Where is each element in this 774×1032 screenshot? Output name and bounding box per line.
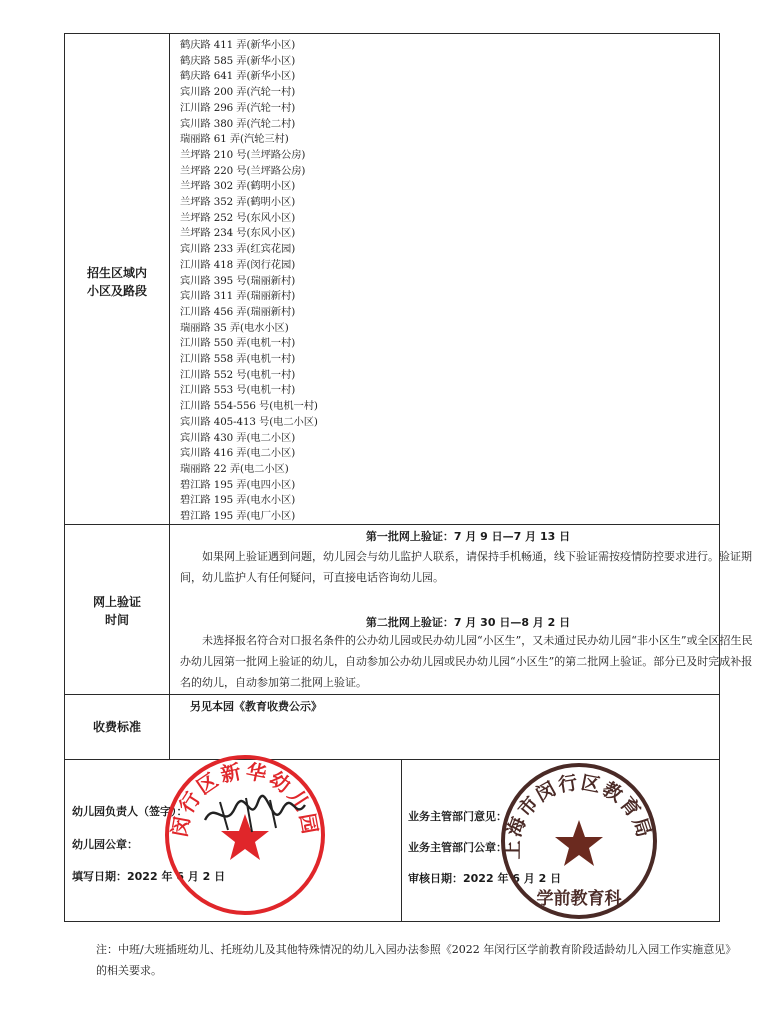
kindergarten-stamp-text: 闵行区新华幼儿园 [167,758,323,839]
address-item: 宾川路 311 弄(瑞丽新村) [180,290,296,303]
address-item: 江川路 558 弄(电机一村) [180,353,296,366]
batch1-text: 如果网上验证遇到问题，幼儿园会与幼儿监护人联系，请保持手机畅通，线下验证需按疫情防控要求进行。验证期间，幼儿监护人有任何疑问，可直接电话咨询幼儿园。 [180,550,752,584]
enrollment-label-line1: 招生区域内 [86,266,147,280]
table-border-left [64,33,65,922]
address-item: 兰坪路 352 弄(鹤明小区) [180,196,296,209]
principal-signature-label: 幼儿园负责人（签字）： [72,805,188,818]
handwritten-signature [200,790,310,840]
address-item: 宾川路 416 弄(电二小区) [180,447,296,460]
label-column-divider [169,33,170,759]
address-item: 江川路 418 弄(闵行花园) [180,258,296,271]
footnote: 注：中班/大班插班幼儿、托班幼儿及其他特殊情况的幼儿入园办法参照《2022 年闵行区学前教育阶段适龄幼儿入园工作实施意见》的相关要求。 [96,943,731,977]
table-border-right [719,33,720,922]
address-item: 宾川路 395 号(瑞丽新村) [180,274,296,287]
address-item: 宾川路 405-413 号(电二小区) [180,415,318,428]
fee-label: 收费标准 [92,720,141,734]
address-item: 宾川路 430 弄(电二小区) [180,431,296,444]
bureau-stamp-text: 上海市闵行区教育局 [501,771,656,860]
education-bureau-stamp [496,758,662,924]
address-item: 瑞丽路 35 弄(电水小区) [180,321,289,334]
address-item: 江川路 296 弄(汽轮一村) [180,101,296,114]
fill-date: 填写日期：2022 年 6 月 2 日 [72,870,226,883]
address-item: 鹤庆路 411 弄(新华小区) [180,39,296,51]
bureau-stamp-bottom-text: 学前教育科 [536,889,622,909]
row-divider-2 [64,694,720,695]
address-item: 江川路 553 号(电机一村) [180,384,296,397]
batch1-title: 第一批网上验证：7 月 9 日—7 月 13 日 [365,530,571,543]
address-item: 宾川路 380 弄(汽轮二村) [180,117,296,130]
enrollment-area-label [66,264,168,300]
verify-label-line1: 网上验证 [92,595,141,609]
stamp-star-right [555,820,603,866]
address-item: 兰坪路 302 弄(鹤明小区) [180,180,296,193]
review-date: 审核日期：2022 年 6 月 2 日 [408,872,562,885]
enrollment-label-line2: 小区及路段 [86,284,147,298]
address-item: 宾川路 233 弄(红宾花园) [180,243,296,256]
kindergarten-seal-label: 幼儿园公章： [72,838,138,851]
address-list [180,38,318,525]
address-item: 鹤庆路 585 弄(新华小区) [180,54,296,67]
address-item: 兰坪路 220 号(兰坪路公房) [180,164,306,177]
address-item: 江川路 550 弄(电机一村) [180,337,296,350]
row-divider-1 [64,524,720,525]
verify-label-line2: 时间 [104,613,129,627]
address-item: 碧江路 195 弄(电四小区) [180,478,296,491]
batch2-title: 第二批网上验证：7 月 30 日—8 月 2 日 [365,616,571,629]
batch2-text: 未选择报名符合对口报名条件的公办幼儿园或民办幼儿园“小区生”，又未通过民办幼儿园“非小区生”或全区招生民办幼儿园第一批网上验证的幼儿，自动参加公办幼儿园或民办幼儿园“小区生”的第二批网上验证。部分已及时完成补报名的幼儿，自动参加第二批网上验证。 [180,634,753,689]
address-item: 江川路 552 号(电机一村) [180,368,296,381]
address-item: 兰坪路 234 号(东风小区) [180,227,296,240]
address-item: 瑞丽路 61 弄(汽轮三村) [180,133,289,146]
signature-divider [401,759,402,922]
dept-opinion-label: 业务主管部门意见： [408,810,507,823]
table-border-top [64,33,720,34]
address-item: 兰坪路 252 号(东风小区) [180,211,296,224]
address-item: 碧江路 195 弄(电水小区) [180,494,296,507]
address-item: 宾川路 200 弄(汽轮一村) [180,86,296,99]
dept-seal-label: 业务主管部门公章： [408,841,507,854]
verify-time-label [66,593,168,629]
address-item: 江川路 456 弄(瑞丽新村) [180,305,296,318]
address-item: 碧江路 195 弄(电厂小区) [180,510,296,523]
address-item: 江川路 554-556 号(电机一村) [180,400,318,413]
address-item: 兰坪路 210 号(兰坪路公房) [180,148,306,161]
address-item: 瑞丽路 22 弄(电二小区) [180,462,289,475]
fee-value: 另见本园《教育收费公示》 [190,700,322,713]
address-item: 鹤庆路 641 弄(新华小区) [180,70,296,83]
